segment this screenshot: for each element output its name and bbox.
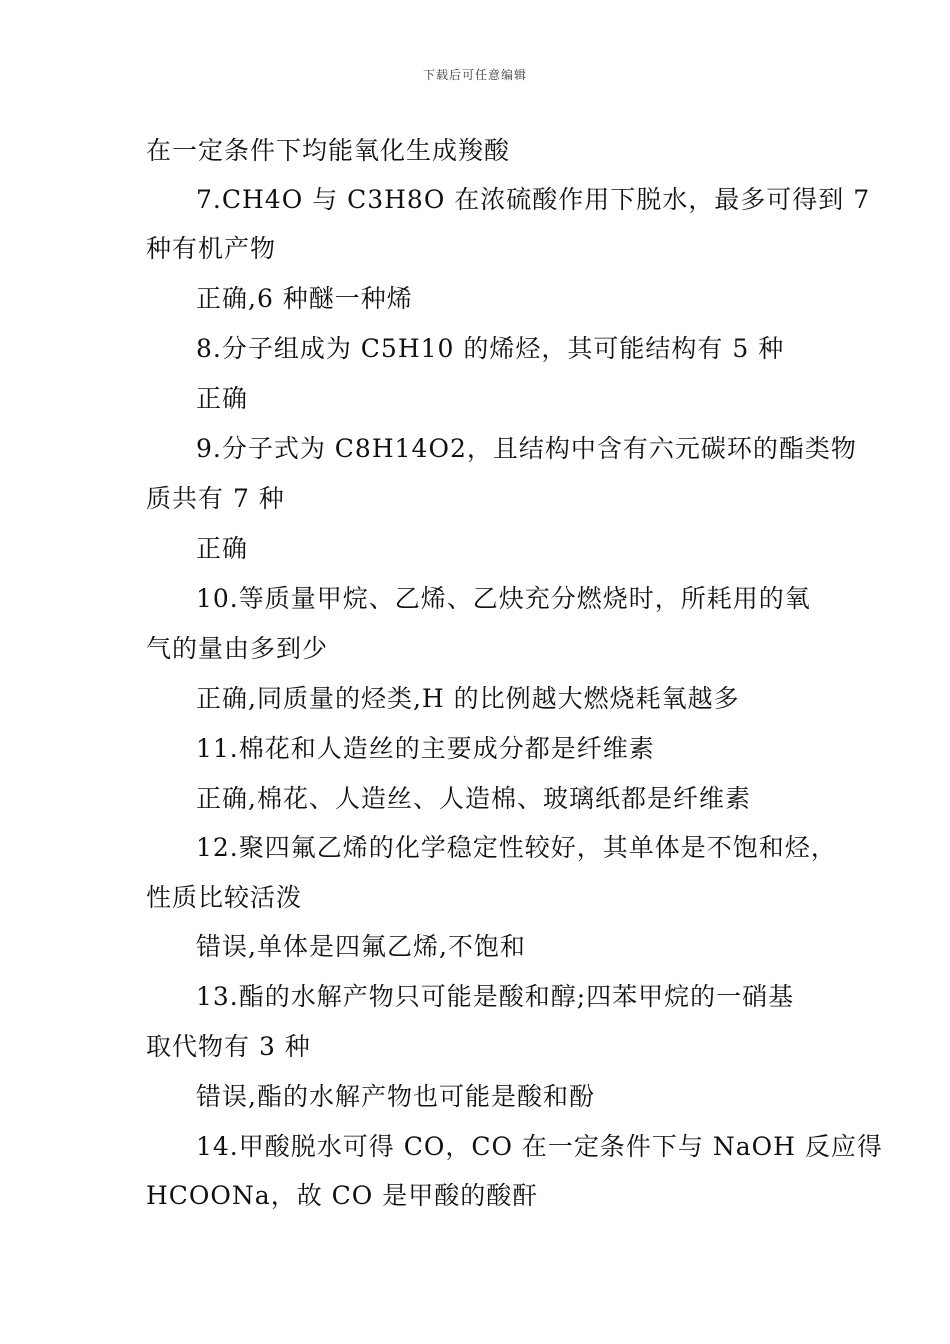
text-line: 12.聚四氟乙烯的化学稳定性较好，其单体是不饱和烃， xyxy=(196,833,837,862)
text-line: 错误,单体是四氟乙烯,不饱和 xyxy=(196,932,526,961)
text-line: 正确 xyxy=(196,384,249,413)
page-header-note: 下载后可任意编辑 xyxy=(422,68,527,82)
text-line: 在一定条件下均能氧化生成羧酸 xyxy=(146,136,511,165)
text-line: 正确 xyxy=(196,534,249,563)
text-line: 14.甲酸脱水可得 CO，CO 在一定条件下与 NaOH 反应得 xyxy=(196,1132,883,1161)
text-line: 性质比较活泼 xyxy=(146,883,303,912)
text-line: 10.等质量甲烷、乙烯、乙炔充分燃烧时，所耗用的氧 xyxy=(196,584,811,613)
text-line: 取代物有 3 种 xyxy=(146,1032,311,1061)
text-line: 错误,酯的水解产物也可能是酸和酚 xyxy=(196,1082,595,1111)
text-line: 13.酯的水解产物只可能是酸和醇;四苯甲烷的一硝基 xyxy=(196,982,795,1011)
text-line: 11.棉花和人造丝的主要成分都是纤维素 xyxy=(196,734,655,763)
text-line: 气的量由多到少 xyxy=(146,634,329,663)
text-line: 正确,6 种醚一种烯 xyxy=(196,284,413,313)
text-line: 正确,棉花、人造丝、人造棉、玻璃纸都是纤维素 xyxy=(196,784,751,813)
text-line: 质共有 7 种 xyxy=(146,484,285,513)
text-line: 种有机产物 xyxy=(146,234,277,263)
text-line: HCOONa，故 CO 是甲酸的酸酐 xyxy=(146,1181,539,1210)
text-line: 7.CH4O 与 C3H8O 在浓硫酸作用下脱水，最多可得到 7 xyxy=(196,185,871,214)
text-line: 正确,同质量的烃类,H 的比例越大燃烧耗氧越多 xyxy=(196,684,740,713)
text-line: 8.分子组成为 C5H10 的烯烃，其可能结构有 5 种 xyxy=(196,334,785,363)
text-line: 9.分子式为 C8H14O2，且结构中含有六元碳环的酯类物 xyxy=(196,434,857,463)
